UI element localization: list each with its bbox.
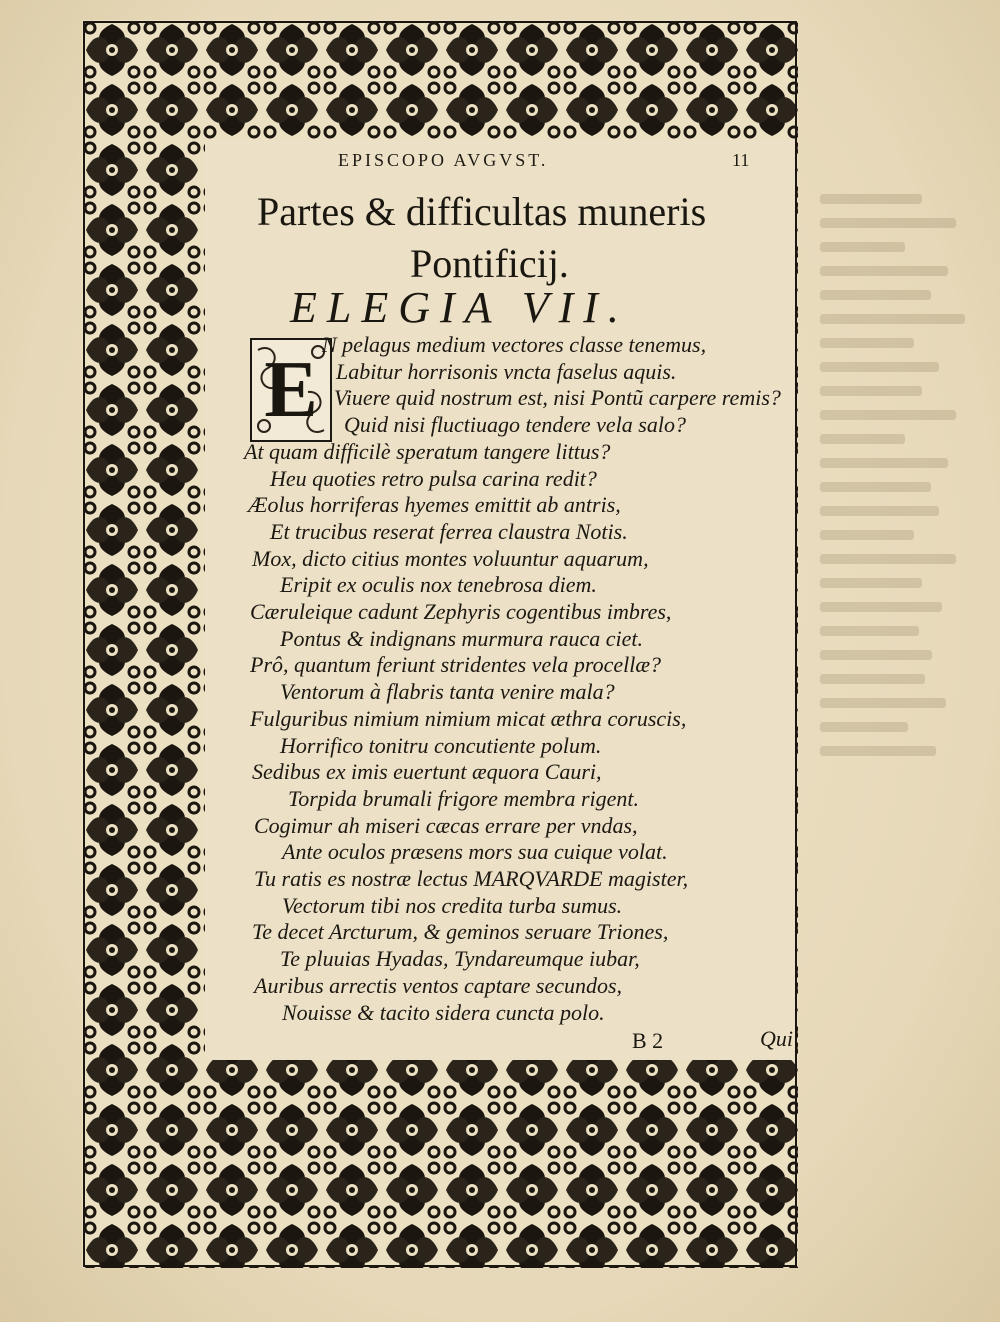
show-through-text xyxy=(820,180,990,1080)
verse-line: Heu quoties retro pulsa carina redit? xyxy=(270,466,597,491)
verse-line: Mox, dicto citius montes voluuntur aquarum, xyxy=(252,546,649,571)
verse-line: Horrifico tonitru concutiente polum. xyxy=(280,733,602,758)
initial-letter: E xyxy=(264,346,318,434)
verse-line: Ante oculos præsens mors sua cuique volat. xyxy=(282,839,668,864)
verse-line: At quam difficilè speratum tangere littus? xyxy=(244,439,611,464)
verse-line: Auribus arrectis ventos captare secundos, xyxy=(254,973,623,998)
verse-line: Quid nisi fluctiuago tendere vela salo? xyxy=(344,412,686,437)
running-head: EPISCOPO AVGVST. xyxy=(338,150,549,170)
decorated-initial xyxy=(250,338,332,442)
verse-line: Cogimur ah miseri cæcas errare per vndas, xyxy=(254,813,638,838)
verse-line: Sedibus ex imis euertunt æquora Cauri, xyxy=(252,759,602,784)
verse-line: N pelagus medium vectores classe tenemus, xyxy=(322,332,707,357)
verse-line: Nouisse & tacito sidera cuncta polo. xyxy=(282,1000,605,1025)
verse-line: Labitur horrisonis vncta faselus aquis. xyxy=(336,359,677,384)
verse-line: Tu ratis es nostræ lectus MARQVARDE magister, xyxy=(254,866,689,891)
title-line-2: Pontificij. xyxy=(410,241,569,286)
verse-line: Te pluuias Hyadas, Tyndareumque iubar, xyxy=(280,946,640,971)
verse-line: Viuere quid nostrum est, nisi Pontũ carpere remis? xyxy=(334,385,781,410)
verse-line: Vectorum tibi nos credita turba sumus. xyxy=(282,893,623,918)
verse-line: Eripit ex oculis nox tenebrosa diem. xyxy=(280,572,597,597)
verse-line: Et trucibus reserat ferrea claustra Notis. xyxy=(270,519,628,544)
elegy-heading: ELEGIA VII. xyxy=(290,283,629,332)
title-line-1: Partes & difficultas muneris xyxy=(257,189,707,234)
verse-line: Ventorum à flabris tanta venire mala? xyxy=(280,679,615,704)
verse-line: Prô, quantum feriunt stridentes vela procellæ? xyxy=(250,652,662,677)
verse-line: Te decet Arcturum, & geminos seruare Triones, xyxy=(252,919,669,944)
page-number: 11 xyxy=(732,150,750,170)
verse-line: Pontus & indignans murmura rauca ciet. xyxy=(280,626,643,651)
verse-line: Fulguribus nimium nimium micat æthra coruscis, xyxy=(250,706,687,731)
verse-line: Torpida brumali frigore membra rigent. xyxy=(288,786,640,811)
catchword: Qui xyxy=(760,1026,793,1051)
signature-mark: B 2 xyxy=(632,1028,664,1053)
verse-line: Æolus horriferas hyemes emittit ab antris, xyxy=(248,492,621,517)
verse-line: Cæruleique cadunt Zephyris cogentibus imbres, xyxy=(250,599,672,624)
